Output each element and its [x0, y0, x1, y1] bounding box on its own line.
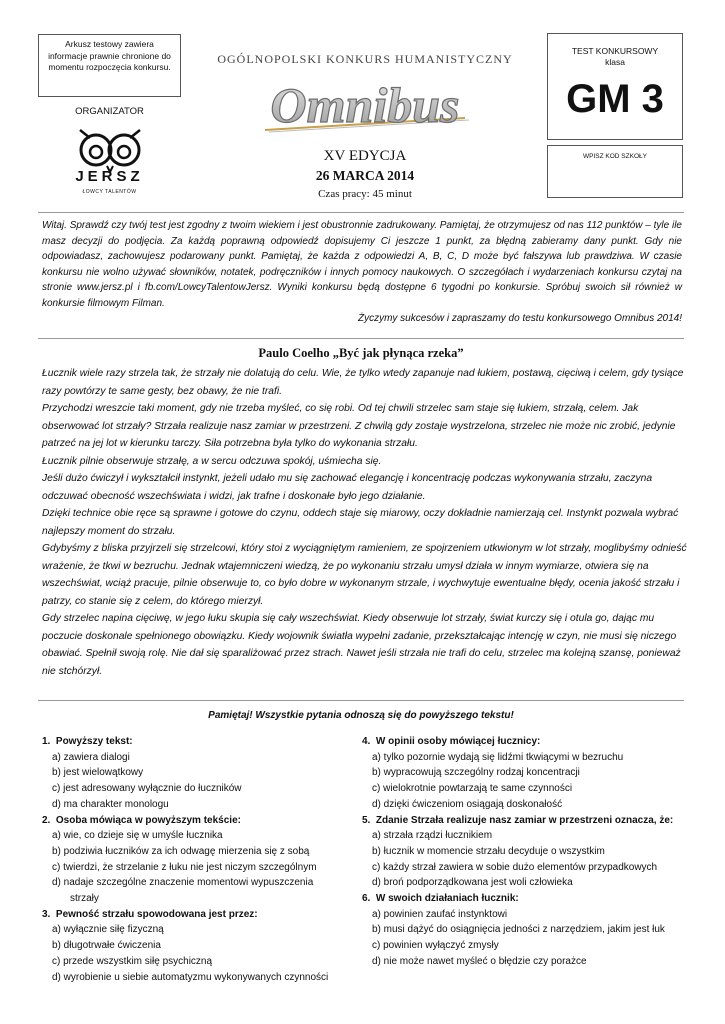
contest-title: OGÓLNOPOLSKI KONKURS HUMANISTYCZNY: [217, 52, 513, 66]
questions-right-column: [362, 734, 692, 970]
story-paragraph: Jeśli dużo ćwiczył i wykształcił instynkt, jeżeli udało mu się zachować elegancję i koncentrację podczas wykonywania strzału, zaczyna odczuwać obecność wszechświata i widzi, jak trafne i doskonałe było jego działanie.: [42, 473, 653, 502]
omnibus-logo: [245, 72, 485, 144]
protected-notice-text: Arkusz testowy zawiera informacje prawnie chronione do momentu rozpoczęcia konkursu.: [48, 39, 171, 72]
answer-option[interactable]: b) podziwia łuczników za ich odwagę mierzenia się z sobą: [52, 845, 310, 857]
owl-logo-icon: [72, 126, 148, 174]
answer-option[interactable]: d) nie może nawet myśleć o błędzie czy porażce: [372, 955, 587, 967]
question-number: 1.: [42, 736, 51, 747]
answer-option[interactable]: a) strzała rządzi łucznikiem: [372, 830, 493, 842]
question-text: W swoich działaniach łucznik:: [375, 893, 519, 905]
answer-option[interactable]: b) długotrwałe ćwiczenia: [52, 940, 161, 952]
duration: Czas pracy: 45 minut: [318, 188, 412, 200]
reminder: Pamiętaj! Wszystkie pytania odnoszą się do powyższego tekstu!: [208, 710, 514, 721]
divider: [38, 700, 684, 701]
question-number: 3.: [42, 908, 51, 920]
answer-option[interactable]: d) broń podporządkowana jest woli człowieka: [372, 877, 573, 889]
answer-option[interactable]: d) ma charakter monologu: [52, 798, 169, 810]
question-1: [42, 734, 342, 813]
class-value: GM 3: [566, 77, 664, 121]
question-5: [362, 813, 692, 892]
question-text: W opinii osoby mówiącej łucznicy:: [375, 736, 541, 747]
organizer-name: JERSZ: [75, 168, 144, 185]
question-number: 5.: [362, 814, 371, 826]
class-label: klasa: [605, 57, 625, 67]
answer-option[interactable]: d) dzięki ćwiczeniom osiągają doskonałość: [372, 798, 563, 810]
answer-option[interactable]: a) wie, co dzieje się w umyśle łucznika: [52, 830, 223, 842]
answer-option[interactable]: b) łucznik w momencie strzału decyduje o wszystkim: [372, 845, 605, 857]
divider: [38, 212, 684, 213]
intro-instructions: [42, 218, 682, 327]
story-paragraph: Gdybyśmy z bliska przyjrzeli się strzelcowi, który stoi z wyciągniętym ramieniem, ze spojrzeniem utkwionym w lot strzały, moglibyśmy odnieść wrażenie, że tkwi w bezruchu. Jednak wtajemniczeni wiedzą, że po wykonaniu strzału umysł działa w innym wymiarze, otwiera się na wszechświat, wciąż pracuje, pilnie obserwuje to, co było dobre w wykonanym strzale, i wychwytuje ewentualne błędy, ocenia jakość strzału i patrzy, co stanie się z celem, do którego mierzył.: [42, 543, 687, 607]
omnibus-logo-text: Omnibus: [270, 77, 460, 133]
question-6: [362, 891, 692, 970]
story-paragraph: Gdy strzelec napina cięciwę, w jego łuku skupia się cały wszechświat. Kiedy obserwuje lot strzały, świat kurczy się i otula go, dając mu poczucie doskonale spełnionego obowiązku. Kiedy wojownik światła wypełni zadanie, przekształcając intencję w czyn, nie musi się niczego obawiać. Spełnił swoją rolę. Nie dał się sparaliżować przez strach. Nawet jeśli strzała nie trafi do celu, strzelec ma kolejną szansę, ponieważ nie stchórzył.: [42, 613, 681, 677]
answer-option[interactable]: a) tylko pozornie wydają się lidźmi tkwiącymi w bezruchu: [372, 751, 624, 763]
answer-option[interactable]: d) wyrobienie u siebie automatyzmu wykonywanych czynności: [52, 971, 329, 983]
answer-option[interactable]: c) jest adresowany wyłącznie do łuczników: [52, 783, 242, 795]
story-paragraph: Przychodzi wreszcie taki moment, gdy nie trzeba myśleć, co się robi. Od tej chwili strzelec sam staje się łukiem, strzałą, celem. Jak obserwować lot strzały? Strzała realizuje nasz zamiar w przestrzeni. Z chwilą gdy zostaje wystrzelona, strzelec nie może nic zrobić, jedynie patrzeć na jej lot w kierunku tarczy. Siła potrzebna była tylko do wykonania strzału.: [42, 403, 676, 449]
edition: XV EDYCJA: [323, 148, 407, 164]
answer-option[interactable]: b) jest wielowątkowy: [52, 767, 144, 779]
answer-option[interactable]: c) wielokrotnie powtarzają te same czynności: [372, 783, 573, 795]
intro-closing: Życzymy sukcesów i zapraszamy do testu konkursowego Omnibus 2014!: [357, 313, 682, 324]
question-3: [42, 907, 342, 986]
protected-notice-box: [38, 34, 181, 97]
organizer-tagline: ŁOWCY TALENTÓW: [82, 189, 137, 195]
question-number: 6.: [362, 893, 371, 905]
school-code-label: WPISZ KOD SZKOŁY: [583, 153, 647, 160]
answer-option[interactable]: d) nadaje szczególne znaczenie momentowi wypuszczenia strzały: [52, 877, 314, 905]
question-number: 2.: [42, 814, 51, 826]
answer-option[interactable]: b) musi dążyć do osiągnięcia jedności z narzędziem, jakim jest łuk: [372, 924, 665, 936]
test-label: TEST KONKURSOWY: [571, 46, 659, 56]
story-paragraph: Dzięki technice obie ręce są sprawne i gotowe do czynu, oddech staje się miarowy, oczy dokładnie namierzają cel. Instynkt pozwala wybrać najlepszy moment do strzału.: [42, 508, 679, 537]
story-text: [42, 365, 687, 680]
answer-option[interactable]: a) zawiera dialogi: [52, 751, 130, 763]
question-text: Osoba mówiąca w powyższym tekście:: [55, 814, 241, 826]
answer-option[interactable]: c) przede wszystkim siłę psychiczną: [52, 955, 213, 967]
answer-option[interactable]: b) wypracowują szczególny rodzaj koncentracji: [372, 767, 580, 779]
answer-option[interactable]: a) powinien zaufać instynktowi: [372, 908, 508, 920]
story-paragraph: Łucznik wiele razy strzela tak, że strzały nie dolatują do celu. Wie, że tylko wtedy zapanuje nad łukiem, postawą, cięciwą i celem, gdy tysiące razy powtórzy te same gesty, bez obawy, że nie trafi.: [42, 368, 684, 397]
contest-date: 26 MARCA 2014: [315, 168, 415, 183]
question-text: Powyższy tekst:: [55, 736, 133, 747]
question-text: Zdanie Strzała realizuje nasz zamiar w przestrzeni oznacza, że:: [375, 814, 674, 826]
questions-left-column: [42, 734, 342, 985]
intro-text: Witaj. Sprawdź czy twój test jest zgodny z twoim wiekiem i jest obustronnie zadrukowany. Pamiętaj, że otrzymujesz od nas 112 punktów – tyle ile masz decyzji do podjęcia. Za każdą poprawną odpowiedź dopisujemy Ci jeszcze 1 punkt, za błędną zabieramy dany punkt. Gdy nie odpowiadasz, zachowujesz podarowany punkt. Pamiętaj, że każda z odpowiedzi A, B, C, D może być fałszywa lub prawdziwa. W czasie konkursu nie wolno używać słowników, notatek, podręczników i innych pomocy naukowych. O szczegółach i wydarzeniach konkursu czytaj na stronie www.jersz.pl i fb.com/LowcyTalentowJersz. Wyniki konkursu będą dostępne 6 tygodni po konkursie. Spróbuj swoich sił również w konkursie filmowym Filman.: [42, 220, 682, 309]
answer-option[interactable]: c) twierdzi, że strzelanie z łuku nie jest niczym szczególnym: [52, 861, 317, 873]
story-title: Paulo Coelho „Być jak płynąca rzeka”: [258, 346, 464, 360]
organizer-label: ORGANIZATOR: [75, 106, 144, 117]
question-4: [362, 734, 692, 813]
answer-option[interactable]: a) wyłącznie siłę fizyczną: [52, 924, 164, 936]
school-code-box[interactable]: [547, 145, 683, 198]
question-2: [42, 813, 342, 907]
question-number: 4.: [362, 736, 371, 747]
divider: [38, 338, 684, 339]
answer-option[interactable]: c) każdy strzał zawiera w sobie dużo elementów przypadkowych: [372, 861, 658, 873]
question-text: Pewność strzału spowodowana jest przez:: [55, 908, 258, 920]
story-paragraph: Łucznik pilnie obserwuje strzałę, a w sercu odczuwa spokój, uśmiecha się.: [42, 455, 382, 467]
answer-option[interactable]: c) powinien wyłączyć zmysły: [372, 940, 499, 952]
test-info-box: [547, 33, 683, 140]
